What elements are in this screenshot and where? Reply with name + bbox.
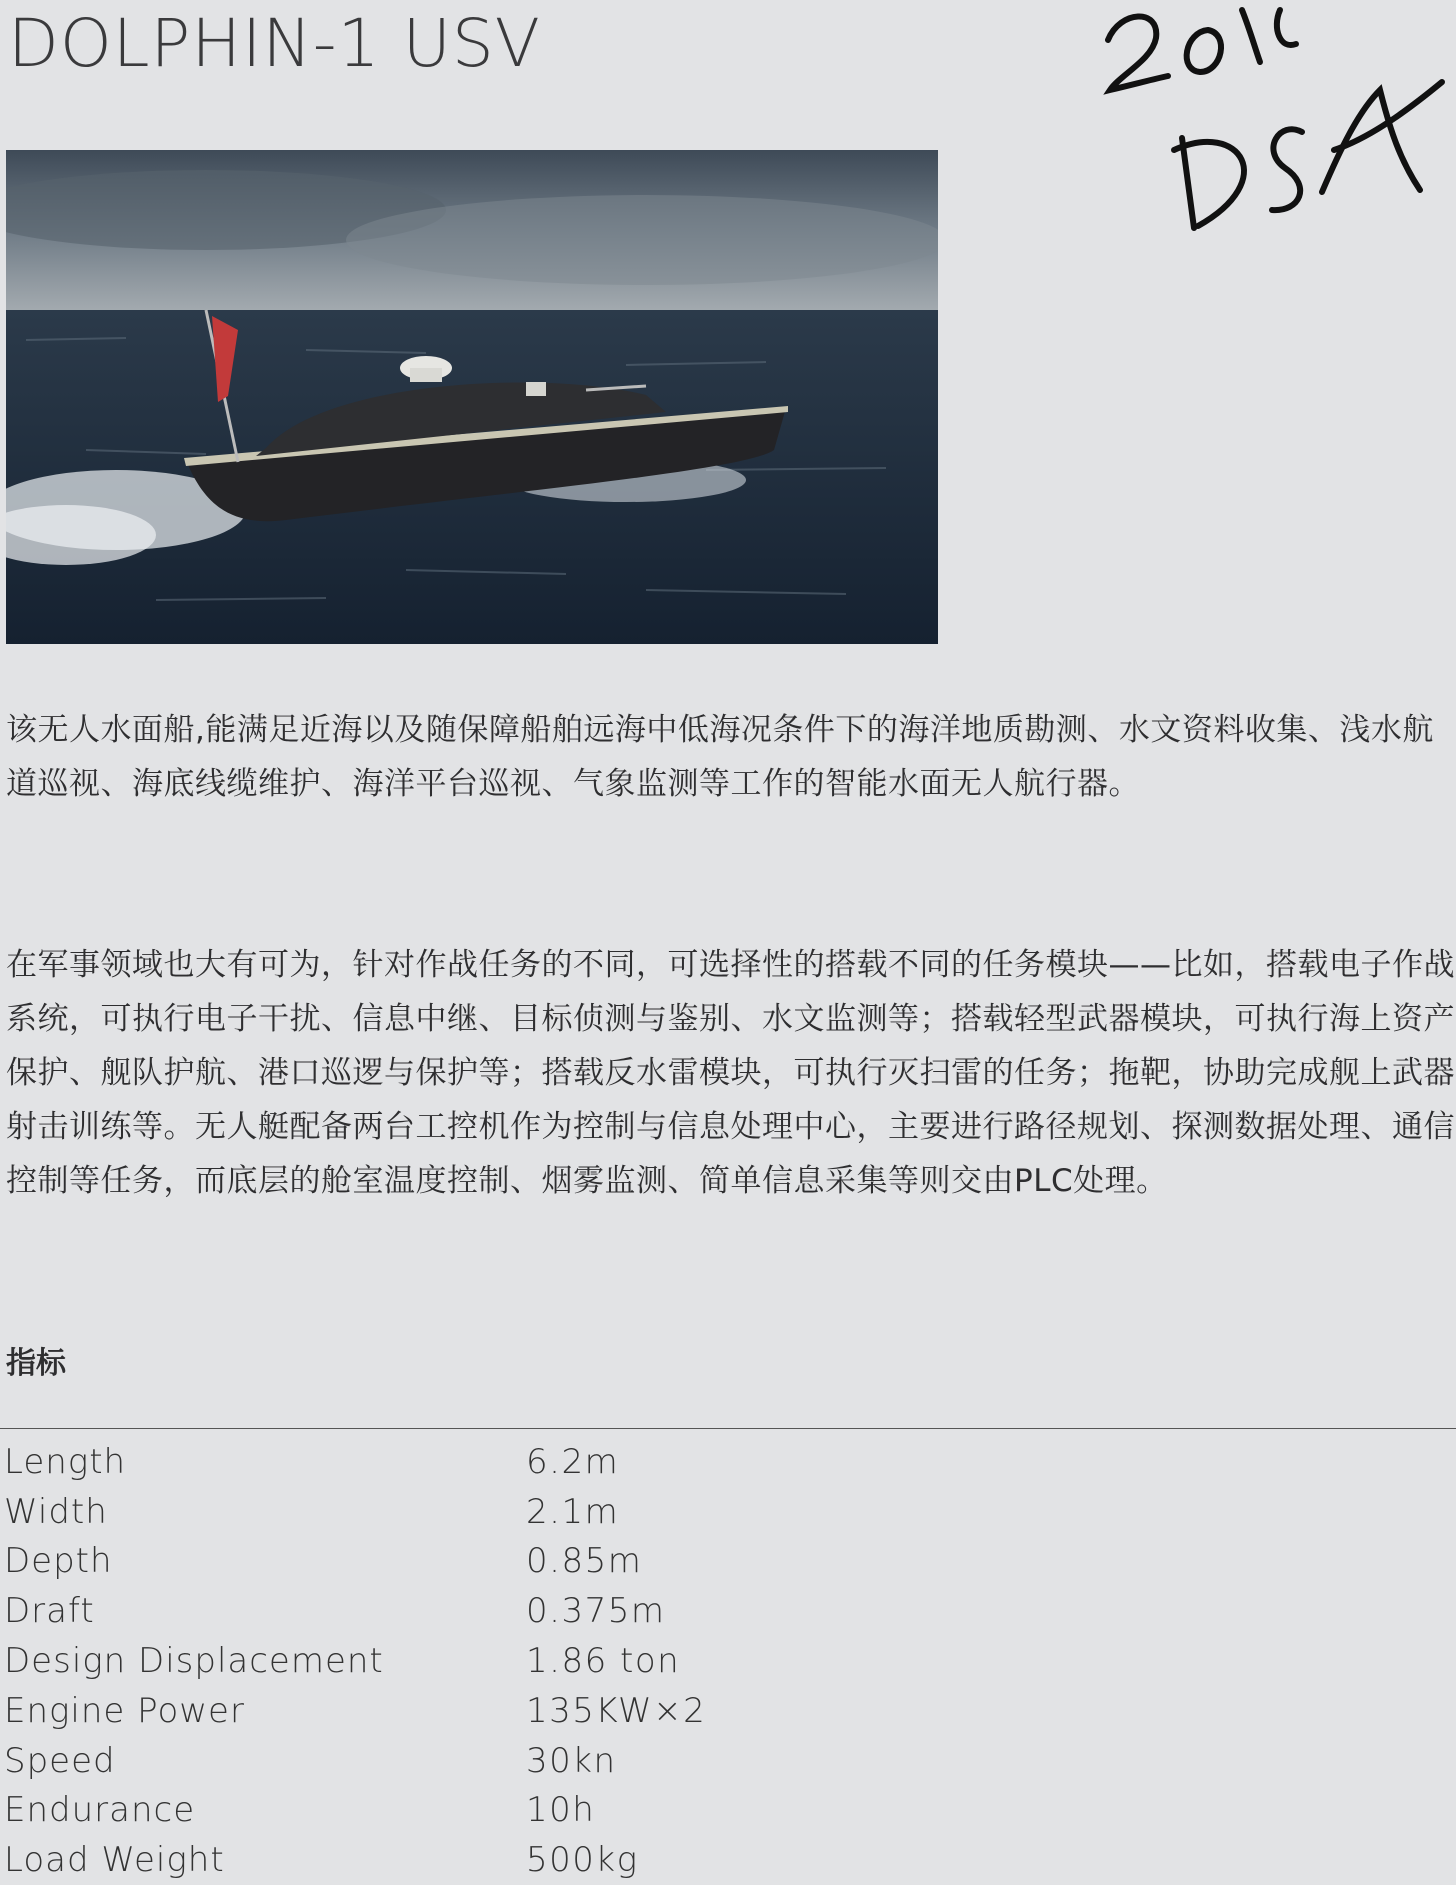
spec-value-design-displacement: 1.86 ton: [526, 1641, 681, 1682]
spec-value-depth: 0.85m: [526, 1541, 643, 1582]
spec-label-length: Length: [4, 1441, 127, 1482]
spec-value-width: 2.1m: [526, 1491, 620, 1532]
spec-label-depth: Depth: [4, 1541, 113, 1582]
spec-row: [4, 1636, 904, 1686]
spec-value-engine-power: 135KW×2: [526, 1690, 707, 1731]
spec-label-width: Width: [4, 1491, 108, 1532]
handwritten-note: [1090, 0, 1456, 240]
description-paragraph-2: 在军事领域也大有可为，针对作战任务的不同，可选择性的搭载不同的任务模块——比如，搭载电子作战系统，可执行电子干扰、信息中继、目标侦测与鉴别、水文监测等；搭载轻型武器模块，可执行海上资产保护、舰队护航、港口巡逻与保护等；搭载反水雷模块，可执行灭扫雷的任务；拖靶，协助完成舰上武器射击训练等。无人艇配备两台工控机作为控制与信息处理中心，主要进行路径规划、探测数据处理、通信控制等任务，而底层的舱室温度控制、烟雾监测、简单信息采集等则交由PLC处理。: [6, 947, 1455, 1199]
spec-label-speed: Speed: [4, 1740, 116, 1781]
specs-heading: 指标: [6, 1346, 66, 1381]
specs-divider: [0, 1428, 1456, 1429]
spec-row: [4, 1736, 904, 1786]
specs-table: [4, 1437, 904, 1885]
spec-label-endurance: Endurance: [4, 1790, 196, 1831]
usv-boat-photo-icon: [6, 150, 938, 644]
spec-row: [4, 1586, 904, 1636]
spec-label-design-displacement: Design Displacement: [4, 1641, 384, 1682]
spec-value-speed: 30kn: [526, 1740, 617, 1781]
spec-label-draft: Draft: [4, 1591, 95, 1632]
spec-row: [4, 1537, 904, 1587]
spec-value-length: 6.2m: [526, 1441, 620, 1482]
spec-row: [4, 1487, 904, 1537]
usv-photo: [6, 150, 938, 644]
description-paragraph-1: 该无人水面船,能满足近海以及随保障船舶远海中低海况条件下的海洋地质勘测、水文资料收集、浅水航道巡视、海底线缆维护、海洋平台巡视、气象监测等工作的智能水面无人航行器。: [6, 712, 1434, 802]
page-title: DOLPHIN-1 USV: [8, 5, 541, 82]
spec-label-load-weight: Load Weight: [4, 1840, 225, 1881]
spec-value-load-weight: 500kg: [526, 1840, 639, 1881]
spec-value-draft: 0.375m: [526, 1591, 666, 1632]
spec-value-endurance: 10h: [526, 1790, 596, 1831]
spec-row: [4, 1835, 904, 1885]
spec-label-engine-power: Engine Power: [4, 1690, 245, 1731]
spec-row: [4, 1437, 904, 1487]
spec-row: [4, 1686, 904, 1736]
spec-row: [4, 1786, 904, 1836]
